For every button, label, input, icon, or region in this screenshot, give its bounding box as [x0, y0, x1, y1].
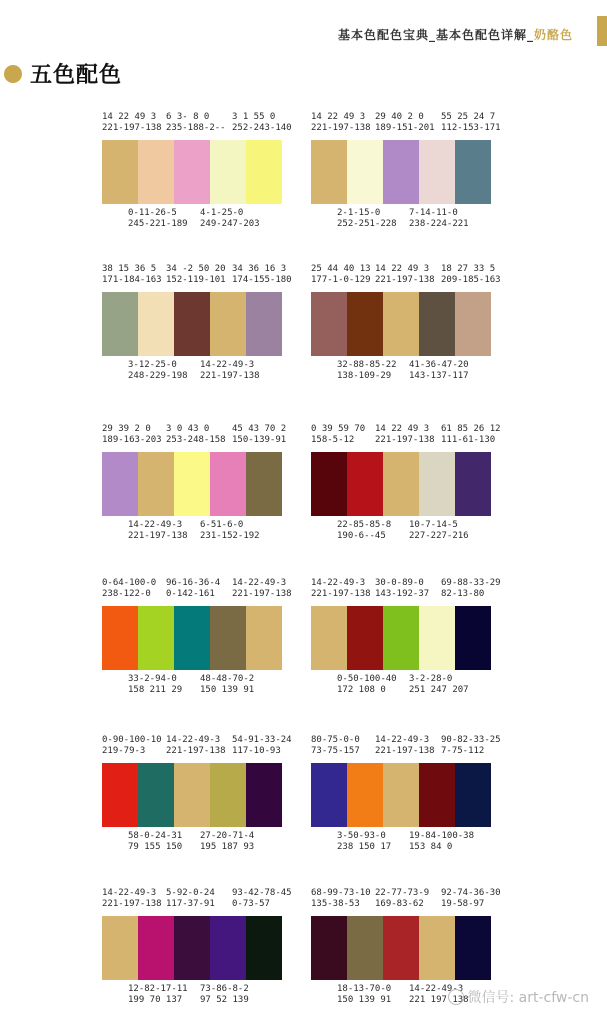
color-code-label: 0-50-100-40 172 108 0 [337, 674, 397, 695]
color-swatch [347, 292, 383, 356]
color-swatch [383, 140, 419, 204]
color-strip [311, 292, 491, 356]
color-swatch [210, 916, 246, 980]
color-swatch [311, 763, 347, 827]
color-code-label: 14-22-49-3 221-197-138 [166, 735, 226, 756]
color-swatch [383, 916, 419, 980]
color-code-label: 80-75-0-0 73-75-157 [311, 735, 360, 756]
color-swatch [174, 606, 210, 670]
palette-block [102, 264, 292, 381]
color-swatch [174, 140, 210, 204]
color-strip [311, 763, 491, 827]
color-code-label: 3 1 55 0 252-243-140 [232, 112, 292, 133]
color-code-label: 3 0 43 0 253-248-158 [166, 424, 226, 445]
page-header [338, 26, 573, 43]
color-code-label: 58-0-24-31 79 155 150 [128, 831, 183, 852]
color-code-label: 4-1-25-0 249-247-203 [200, 208, 260, 229]
section-title-text: 五色配色 [30, 63, 123, 88]
color-code-label: 3-50-93-0 238 150 17 [337, 831, 392, 852]
color-code-label: 10-7-14-5 227-227-216 [409, 520, 469, 541]
color-swatch [311, 452, 347, 516]
color-code-label: 48-48-70-2 150 139 91 [200, 674, 255, 695]
color-code-label: 32-88-85-22 138-109-29 [337, 360, 397, 381]
color-code-label: 14-22-49-3 221-197-138 [375, 735, 435, 756]
color-swatch [102, 452, 138, 516]
color-swatch [455, 452, 491, 516]
color-code-label: 33-2-94-0 158 211 29 [128, 674, 183, 695]
color-swatch [174, 292, 210, 356]
palette-block [102, 424, 287, 541]
color-swatch [138, 140, 174, 204]
color-swatch [210, 140, 246, 204]
palette-block [311, 424, 501, 541]
color-code-label: 0-11-26-5 245-221-189 [128, 208, 188, 229]
color-code-label: 18-13-70-0 150 139 91 [337, 984, 392, 1005]
color-code-label: 55 25 24 7 112-153-171 [441, 112, 501, 133]
color-code-label: 61 85 26 12 111-61-130 [441, 424, 501, 445]
color-code-label: 68-99-73-10 135-38-53 [311, 888, 371, 909]
palette-block [311, 578, 501, 695]
color-swatch [383, 606, 419, 670]
color-code-label: 14-22-49-3 221-197-138 [200, 360, 260, 381]
color-swatch [419, 916, 455, 980]
color-swatch [174, 452, 210, 516]
color-code-label: 19-84-100-38 153 84 0 [409, 831, 475, 852]
color-swatch [455, 140, 491, 204]
color-code-label: 14-22-49-3 221-197-138 [311, 578, 371, 599]
color-code-label: 41-36-47-20 143-137-117 [409, 360, 469, 381]
color-swatch [383, 763, 419, 827]
color-code-label: 22-77-73-9 169-83-62 [375, 888, 430, 909]
palette-block [102, 888, 292, 1005]
color-code-label: 3-2-28-0 251 247 207 [409, 674, 469, 695]
color-swatch [311, 916, 347, 980]
color-swatch [455, 292, 491, 356]
color-swatch [246, 292, 282, 356]
color-swatch [419, 452, 455, 516]
section-title [4, 58, 122, 89]
color-code-label: 6 3- 8 0 235-188-2-- [166, 112, 226, 133]
color-strip [311, 606, 491, 670]
wechat-icon [448, 989, 464, 1005]
header-accent-bar [597, 16, 607, 46]
palette-block [311, 112, 501, 229]
color-code-label: 7-14-11-0 238-224-221 [409, 208, 469, 229]
watermark [448, 987, 590, 1007]
color-code-label: 54-91-33-24 117-10-93 [232, 735, 292, 756]
palette-block [102, 112, 292, 229]
palette-block [311, 264, 501, 381]
color-strip [102, 452, 282, 516]
color-swatch [419, 292, 455, 356]
color-code-label: 73-86-8-2 97 52 139 [200, 984, 249, 1005]
color-code-label: 14 22 49 3 221-197-138 [375, 424, 435, 445]
color-code-label: 93-42-78-45 0-73-57 [232, 888, 292, 909]
color-swatch [347, 452, 383, 516]
color-code-label: 14-22-49-3 221 197 138 [409, 984, 469, 1005]
color-swatch [347, 763, 383, 827]
color-code-label: 14 22 49 3 221-197-138 [311, 112, 371, 133]
color-code-label: 27-20-71-4 195 187 93 [200, 831, 255, 852]
color-swatch [138, 292, 174, 356]
header-accent-text: 奶酪色 [533, 28, 573, 42]
color-code-label: 14-22-49-3 221-197-138 [232, 578, 292, 599]
color-swatch [246, 916, 282, 980]
palette-block [102, 735, 292, 852]
color-swatch [311, 606, 347, 670]
color-swatch [102, 606, 138, 670]
color-swatch [102, 916, 138, 980]
color-code-label: 2-1-15-0 252-251-228 [337, 208, 397, 229]
color-code-label: 18 27 33 5 209-185-163 [441, 264, 501, 285]
color-swatch [455, 916, 491, 980]
color-swatch [102, 763, 138, 827]
color-strip [102, 916, 282, 980]
color-code-label: 12-82-17-11 199 70 137 [128, 984, 188, 1005]
color-strip [311, 140, 491, 204]
color-code-label: 14 22 49 3 221-197-138 [102, 112, 162, 133]
color-strip [102, 763, 282, 827]
color-strip [102, 140, 282, 204]
color-code-label: 29 40 2 0 189-151-201 [375, 112, 435, 133]
color-strip [102, 292, 282, 356]
color-code-label: 34 36 16 3 174-155-180 [232, 264, 292, 285]
color-swatch [210, 606, 246, 670]
color-code-label: 29 39 2 0 189-163-203 [102, 424, 162, 445]
color-swatch [347, 140, 383, 204]
color-swatch [383, 292, 419, 356]
color-swatch [210, 452, 246, 516]
palette-block [102, 578, 292, 695]
color-code-label: 69-88-33-29 82-13-80 [441, 578, 501, 599]
color-code-label: 25 44 40 13 177-1-0-129 [311, 264, 371, 285]
color-code-label: 22-85-85-8 190-6--45 [337, 520, 392, 541]
color-code-label: 30-0-89-0 143-192-37 [375, 578, 430, 599]
color-swatch [246, 763, 282, 827]
color-swatch [419, 606, 455, 670]
color-swatch [419, 140, 455, 204]
palette-block [311, 735, 501, 852]
color-swatch [246, 140, 282, 204]
color-swatch [246, 606, 282, 670]
color-swatch [102, 140, 138, 204]
color-code-label: 92-74-36-30 19-58-97 [441, 888, 501, 909]
color-code-label: 14-22-49-3 221-197-138 [128, 520, 188, 541]
color-code-label: 96-16-36-4 0-142-161 [166, 578, 221, 599]
color-swatch [138, 916, 174, 980]
color-code-label: 6-51-6-0 231-152-192 [200, 520, 260, 541]
color-swatch [311, 140, 347, 204]
color-code-label: 14 22 49 3 221-197-138 [375, 264, 435, 285]
color-code-label: 0 39 59 70 158-5-12 [311, 424, 366, 445]
color-code-label: 3-12-25-0 248-229-198 [128, 360, 188, 381]
color-swatch [210, 763, 246, 827]
color-swatch [347, 916, 383, 980]
color-code-label: 90-82-33-25 7-75-112 [441, 735, 501, 756]
color-swatch [210, 292, 246, 356]
color-swatch [138, 763, 174, 827]
color-swatch [102, 292, 138, 356]
color-swatch [138, 606, 174, 670]
color-code-label: 0-64-100-0 238-122-0 [102, 578, 157, 599]
title-dot-icon [4, 65, 22, 83]
color-swatch [455, 606, 491, 670]
color-code-label: 0-90-100-10 219-79-3 [102, 735, 162, 756]
color-swatch [383, 452, 419, 516]
color-swatch [246, 452, 282, 516]
color-swatch [347, 606, 383, 670]
color-swatch [455, 763, 491, 827]
header-text: 基本色配色宝典_基本色配色详解_ [337, 28, 534, 42]
color-code-label: 38 15 36 5 171-184-163 [102, 264, 162, 285]
color-code-label: 45 43 70 2 150-139-91 [232, 424, 287, 445]
color-strip [311, 916, 491, 980]
color-swatch [419, 763, 455, 827]
color-strip [311, 452, 491, 516]
color-swatch [138, 452, 174, 516]
palette-block [311, 888, 501, 1005]
color-code-label: 5-92-0-24 117-37-91 [166, 888, 215, 909]
color-code-label: 34 -2 50 20 152-119-101 [166, 264, 226, 285]
color-code-label: 14-22-49-3 221-197-138 [102, 888, 162, 909]
watermark-text: 微信号: art-cfw-cn [467, 990, 589, 1006]
color-strip [102, 606, 282, 670]
color-swatch [174, 763, 210, 827]
color-swatch [174, 916, 210, 980]
color-swatch [311, 292, 347, 356]
